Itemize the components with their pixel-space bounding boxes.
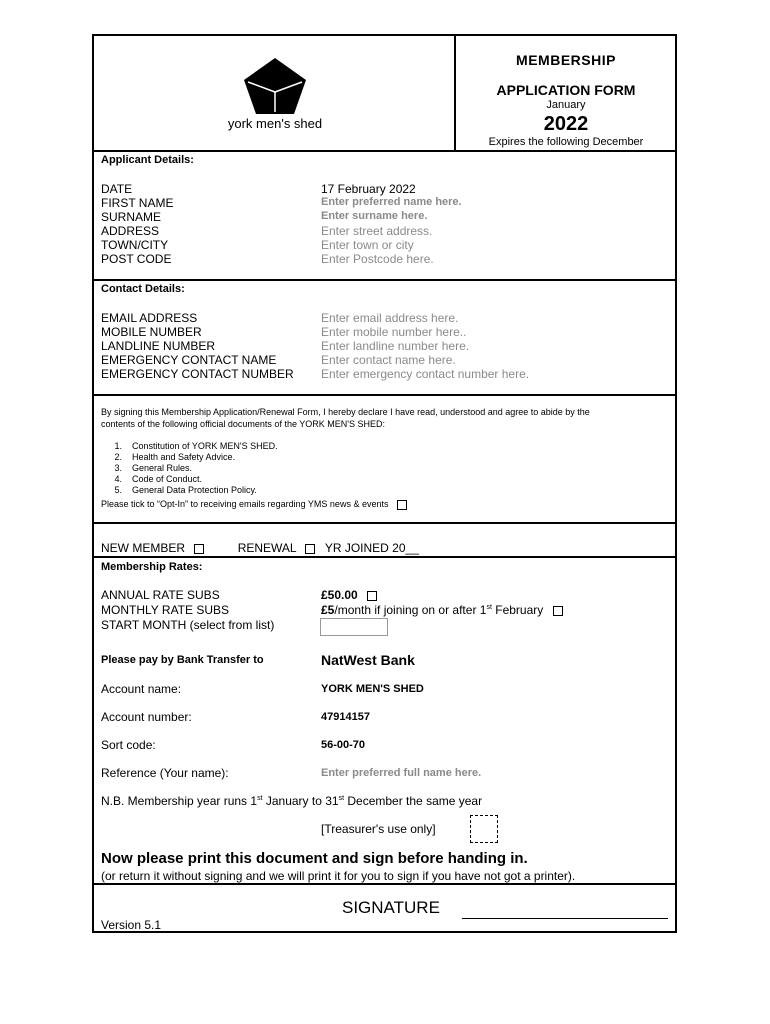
nb-text-b: January to 31: [262, 794, 339, 808]
account-name-value: YORK MEN'S SHED: [321, 683, 424, 695]
header-month: January: [546, 99, 586, 111]
contact-field-label: EMERGENCY CONTACT NAME: [101, 353, 277, 367]
applicant-field-label: DATE: [101, 182, 133, 196]
contact-field-input[interactable]: Enter landline number here.: [321, 339, 470, 353]
version-label: Version 5.1: [101, 918, 162, 932]
declaration-item-number: 2.: [114, 452, 122, 462]
logo-text: york men's shed: [227, 116, 323, 131]
header-year: 2022: [543, 113, 589, 135]
account-number-label: Account number:: [101, 710, 192, 724]
applicant-field-label: TOWN/CITY: [101, 238, 169, 252]
annual-row: [321, 588, 377, 602]
new-member-label: NEW MEMBER: [101, 541, 185, 555]
applicant-heading: Applicant Details:: [101, 154, 194, 166]
nb-sup2: st: [338, 795, 345, 802]
divider-applicant: [92, 279, 677, 281]
treasurer-label: [Treasurer's use only]: [321, 822, 436, 836]
renewal-label: RENEWAL: [237, 541, 297, 555]
declaration-item-number: 5.: [114, 485, 122, 495]
contact-field-input[interactable]: Enter email address here.: [321, 311, 459, 325]
reference-input[interactable]: Enter preferred full name here.: [321, 767, 482, 779]
pay-label: Please pay by Bank Transfer to: [101, 654, 264, 666]
monthly-row: [321, 603, 563, 617]
yr-joined-label: YR JOINED 20__: [324, 541, 419, 555]
monthly-label: MONTHLY RATE SUBS: [101, 603, 230, 617]
sort-code-value: 56-00-70: [321, 739, 366, 751]
divider-footer: [92, 883, 677, 885]
print-heading: Now please print this document and sign before handing in.: [101, 850, 528, 867]
start-month-select[interactable]: [320, 618, 388, 636]
monthly-checkbox[interactable]: [553, 606, 563, 616]
declaration-item-number: 4.: [114, 474, 122, 484]
declaration-item-text: General Rules.: [132, 463, 193, 473]
member-type-row: [101, 541, 419, 555]
nb-text-c: December the same year: [344, 794, 483, 808]
applicant-field-input[interactable]: Enter surname here.: [321, 210, 428, 222]
annual-checkbox[interactable]: [367, 591, 377, 601]
title-line1: MEMBERSHIP: [516, 52, 616, 68]
declaration-item: [96, 474, 202, 484]
pay-value: NatWest Bank: [321, 652, 415, 668]
applicant-field-label: FIRST NAME: [101, 196, 174, 210]
declaration-item-text: Constitution of YORK MEN'S SHED.: [132, 441, 278, 451]
reference-label: Reference (Your name):: [101, 766, 229, 780]
title-line2: APPLICATION FORM: [496, 82, 636, 98]
start-month-label: START MONTH (select from list): [101, 618, 275, 632]
declaration-item: [96, 452, 235, 462]
account-number-value: 47914157: [321, 711, 370, 723]
declaration-item: [96, 463, 192, 473]
contact-field-label: LANDLINE NUMBER: [101, 339, 216, 353]
optin-checkbox[interactable]: [397, 500, 407, 510]
declaration-item-text: Code of Conduct.: [132, 474, 203, 484]
declaration-item-text: Health and Safety Advice.: [132, 452, 236, 462]
applicant-field-input[interactable]: Enter town or city: [321, 238, 414, 252]
declaration-item-number: 1.: [114, 441, 122, 451]
treasurer-box: [470, 815, 498, 843]
monthly-text-b: February: [491, 603, 544, 617]
declaration-item-number: 3.: [114, 463, 122, 473]
nb-note: [101, 794, 482, 808]
renewal-checkbox[interactable]: [305, 544, 315, 554]
contact-field-label: EMAIL ADDRESS: [101, 311, 198, 325]
declaration-line2: contents of the following official documents of the YORK MEN'S SHED:: [101, 419, 386, 429]
nb-text-a: N.B. Membership year runs 1: [101, 794, 258, 808]
print-note: (or return it without signing and we will print it for you to sign if you have not got a printer).: [101, 869, 576, 883]
signature-line[interactable]: [462, 918, 668, 919]
contact-field-label: EMERGENCY CONTACT NUMBER: [101, 367, 294, 381]
contact-heading: Contact Details:: [101, 283, 185, 295]
contact-field-input[interactable]: Enter mobile number here..: [321, 325, 467, 339]
applicant-field-input[interactable]: Enter preferred name here.: [321, 196, 462, 208]
applicant-field-label: POST CODE: [101, 252, 172, 266]
applicant-field-label: SURNAME: [101, 210, 162, 224]
annual-value: £50.00: [321, 588, 358, 602]
applicant-field-input[interactable]: Enter street address.: [321, 224, 433, 238]
optin-text: Please tick to “Opt-In” to receiving emails regarding YMS news & events: [101, 499, 389, 509]
logo: [220, 56, 330, 134]
sort-code-label: Sort code:: [101, 738, 156, 752]
nb-sup1: st: [257, 795, 263, 802]
divider-header: [92, 150, 677, 152]
declaration-item: [96, 441, 278, 451]
declaration-item: [96, 485, 257, 495]
monthly-text-a: /month if joining on or after 1: [334, 603, 487, 617]
rates-heading: Membership Rates:: [101, 561, 203, 573]
monthly-sup: st: [486, 604, 492, 611]
account-name-label: Account name:: [101, 682, 182, 696]
pentagon-logo-icon: [220, 56, 330, 116]
signature-label: SIGNATURE: [342, 898, 440, 917]
contact-field-label: MOBILE NUMBER: [101, 325, 202, 339]
divider-member-type: [92, 556, 677, 558]
declaration-line1: By signing this Membership Application/Renewal Form, I hereby declare I have read, understood and agree to abide by the: [101, 407, 590, 417]
divider-contact: [92, 394, 677, 396]
applicant-field-label: ADDRESS: [101, 224, 160, 238]
declaration-item-text: General Data Protection Policy.: [132, 485, 257, 495]
divider-declaration: [92, 522, 677, 524]
contact-field-input[interactable]: Enter contact name here.: [321, 353, 456, 367]
contact-field-input[interactable]: Enter emergency contact number here.: [321, 367, 530, 381]
optin-row: [101, 499, 407, 510]
applicant-field-input[interactable]: Enter Postcode here.: [321, 252, 434, 266]
annual-label: ANNUAL RATE SUBS: [101, 588, 220, 602]
new-member-checkbox[interactable]: [194, 544, 204, 554]
monthly-amount: £5: [321, 603, 335, 617]
header-expires: Expires the following December: [488, 136, 644, 148]
applicant-field-input[interactable]: 17 February 2022: [321, 182, 416, 196]
